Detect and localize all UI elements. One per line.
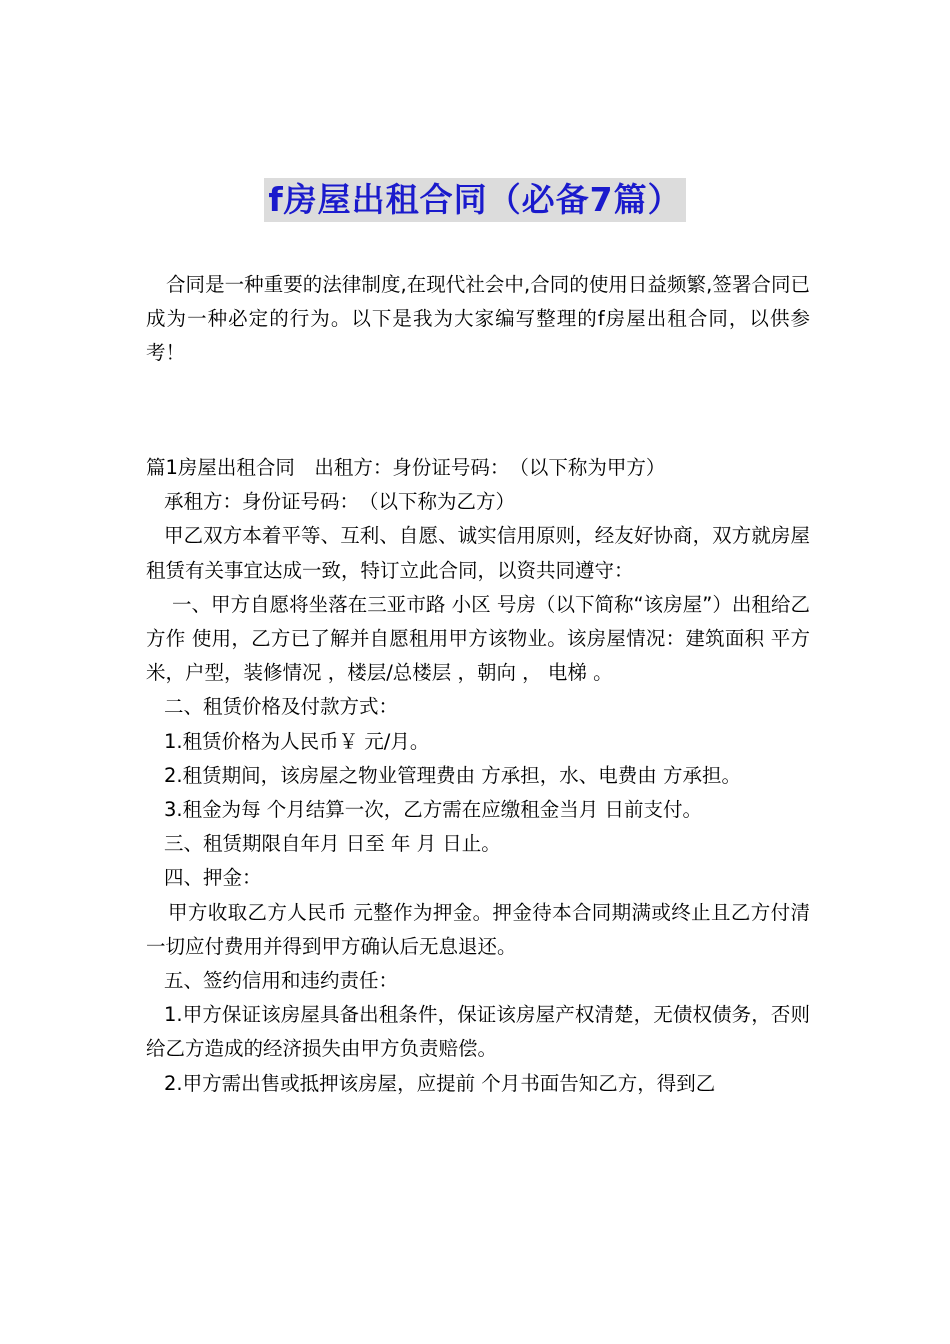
clause-2-item-3: 3.租金为每 个月结算一次，乙方需在应缴租金当月 日前支付。 xyxy=(164,798,703,822)
title-container xyxy=(0,178,950,222)
clause-3-paragraph: 三、租赁期限自年月 日至 年 月 日止。 xyxy=(164,832,501,856)
clause-1-paragraph: 一、甲方自愿将坐落在三亚市路 小区 号房（以下简称“该房屋”）出租给乙方作 使用，乙方已了解并自愿租用甲方该物业。该房屋情况：建筑面积 平方米，户型，装修情况 ，楼层/总楼层 ，朝向 ， 电梯 。 xyxy=(146,592,810,685)
clause-2-heading: 二、租赁价格及付款方式： xyxy=(164,695,399,719)
clause-2-item-2: 2.租赁期间，该房屋之物业管理费由 方承担，水、电费由 方承担。 xyxy=(164,763,742,787)
intro-paragraph: 合同是一种重要的法律制度,在现代社会中,合同的使用日益频繁,签署合同已成为一种必定的行为。以下是我为大家编写整理的f房屋出租合同，以供参考！ xyxy=(146,273,810,364)
section-heading: 篇1房屋出租合同 出租方：身份证号码： （以下称为甲方） xyxy=(146,456,666,479)
document-title: f房屋出租合同（必备7篇） xyxy=(264,178,685,222)
clause-5-item-1: 1.甲方保证该房屋具备出租条件，保证该房屋产权清楚，无债权债务，否则给乙方造成的经济损失由甲方负责赔偿。 xyxy=(146,1003,810,1061)
contract-body xyxy=(146,451,810,1101)
preamble-paragraph: 甲乙双方本着平等、互利、自愿、诚实信用原则，经友好协商，双方就房屋租赁有关事宜达成一致，特订立此合同，以资共同遵守： xyxy=(146,524,810,582)
clause-4-heading: 四、押金： xyxy=(164,866,262,890)
lessee-line: 承租方：身份证号码： （以下称为乙方） xyxy=(164,490,516,514)
clause-5-item-2: 2.甲方需出售或抵押该房屋，应提前 个月书面告知乙方，得到乙 xyxy=(164,1071,716,1095)
clause-5-heading: 五、签约信用和违约责任： xyxy=(164,969,399,993)
clause-4-paragraph: 甲方收取乙方人民币 元整作为押金。押金待本合同期满或终止且乙方付清一切应付费用并得到甲方确认后无息退还。 xyxy=(146,900,810,958)
clause-2-item-1: 1.租赁价格为人民币￥ 元/月。 xyxy=(164,729,430,753)
